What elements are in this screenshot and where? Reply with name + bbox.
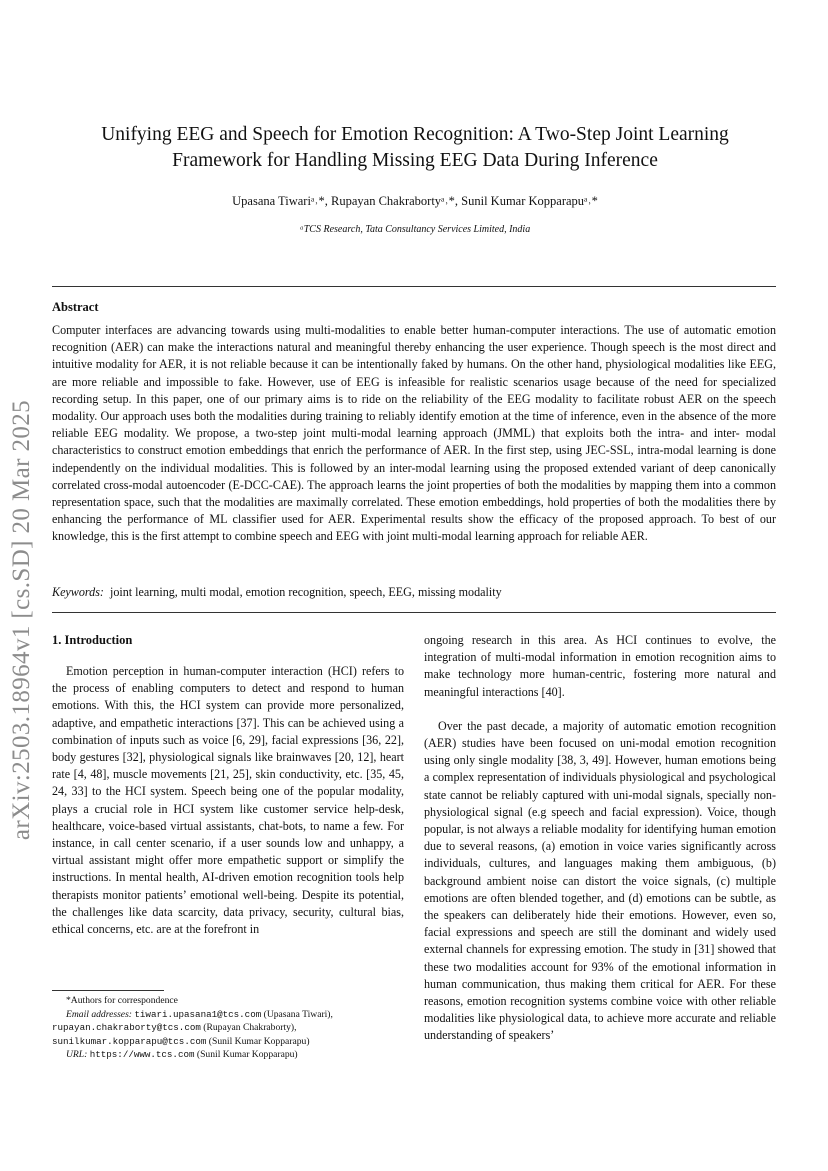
title-line-2: Framework for Handling Missing EEG Data During Inference <box>172 150 658 171</box>
email-link-3[interactable]: sunilkumar.kopparapu@tcs.com <box>52 1035 207 1047</box>
abstract-bottom-divider <box>52 612 776 613</box>
footnote-email-line-1 <box>52 1008 404 1022</box>
footnote-email-line-3 <box>52 1035 404 1049</box>
intro-paragraph-continued: ongoing research in this area. As HCI continues to evolve, the integration of multi-modal information in emotion recognition aims to make technology more human-centric, fostering more natural and meaningful interactions [40]. <box>424 633 776 699</box>
email-link-1[interactable]: tiwari.upasana1@tcs.com <box>134 1008 262 1020</box>
arxiv-stamp-text: arXiv:2503.18964v1 [cs.SD] 20 Mar 2025 <box>8 399 35 841</box>
left-column <box>52 632 404 938</box>
footnote-url-line <box>52 1048 404 1062</box>
intro-paragraph-2: Over the past decade, a majority of automatic emotion recognition (AER) studies have been focused on uni-modal emotion recognition using only single modality [38, 3, 49]. However, human emotions being a complex representation of individuals physiological and psychological state cannot be reliably captured with uni-modal signals, specially non-physiological signal (e.g speech and facial expression). Voice, though popular, is not always a reliable modality for identifying human emotion due to several reasons, (a) emotion in voice varies significantly across individuals, cultures, and languages making them ambiguous, (b) background ambient noise can distort the voice signals, (c) multiple emotions are often blended together, and (d) emotions can be subtle, as the speakers can deliberately hide their emotions. However, even so, facial expressions and speech are still the dominant and widely used external channels for expressing emotion. The study in [31] showed that these two modalities account for 93% of the emotional information in human communication, thus making them critical for AER. For these reasons, emotion recognition systems combine voice with other reliable modalities like physiological data, to achieve more accurate and reliable understanding of speakers’ <box>424 718 776 1043</box>
email-name-3: (Sunil Kumar Kopparapu) <box>208 1035 310 1047</box>
url-label: URL: <box>66 1049 88 1061</box>
footnote-divider <box>52 990 164 991</box>
email-name-2: (Rupayan Chakraborty), <box>203 1022 297 1034</box>
footnote-correspondence: *Authors for correspondence <box>66 995 178 1006</box>
abstract-heading: Abstract <box>52 300 99 314</box>
email-link-2[interactable]: rupayan.chakraborty@tcs.com <box>52 1022 201 1034</box>
arxiv-stamp <box>2 360 42 880</box>
affiliation: ᵃTCS Research, Tata Consultancy Services Limited, India <box>299 224 531 235</box>
abstract-text: Computer interfaces are advancing towards using multi-modalities to enable better human-computer interactions. The use of automatic emotion recognition (AER) can make the interactions natural and meaningful thereby enhancing the user experience. Though speech is the most direct and intuitive modality for AER, it is not reliable because it can be intentionally faked by humans. On the other hand, physiological modalities like EEG, are more reliable and impossible to fake. However, use of EEG is infeasible for realistic scenarios usage because of the need for specialized recording setup. In this paper, one of our primary aims is to ride on the reliability of the EEG modality to facilitate robust AER on the speech modality. Our approach uses both the modalities during training to reliably identify emotion at the time of inference, even in the absence of the more reliable EEG modality. We propose, a two-step joint multi-modal learning approach (JMML) that exploits both the intra- and inter- modal characteristics to construct emotion embeddings that enrich the performance of AER. In the first step, using JEC-SSL, intra-modal learning is done independently on the individual modalities. This is followed by an inter-modal learning using the proposed extended variant of deep canonically correlated cross-modal autoencoder (E-DCC-CAE). The approach learns the joint properties of both the modalities by mapping them into a common representation space, such that the modalities are maximally correlated. These emotion embeddings, hold properties of both the modalities there by enhancing the performance of ML classifier used for AER. Experimental results show the efficacy of the proposed approach. To best of our knowledge, this is the first attempt to combine speech and EEG with joint multi-modal learning approach for reliable AER. <box>52 323 776 544</box>
right-column <box>424 632 776 1045</box>
intro-paragraph-1: Emotion perception in human-computer interaction (HCI) refers to the process of enabling computers to detect and respond to human emotions. With this, the HCI system can provide more personalized, adaptive, and empathetic interactions [37]. This can be achieved using a combination of inputs such as voice [6, 29], facial expressions [36, 22], body gestures [32], physiological signals like brainwaves [20, 12], heart rate [4, 48], muscle movements [21, 25], skin conductivity, etc. [35, 45, 24, 33] to the HCI system. Speech being one of the popular modality, plays a crucial role in HCI system like customer service help-desk, healthcare, voice-based virtual assistants, chat-bots, to name a few. For instance, in call center scenario, if a user sounds low and unhappy, a virtual assistant might offer more empathetic support or simplify the instructions. In mental health, AI-driven emotion recognition tools help therapists monitor patients’ emotional well-being. Despite its potential, the challenges like data scarcity, data privacy, security, cultural bias, ethical concerns, etc. are at the forefront in <box>52 664 404 937</box>
section-heading-introduction: 1. Introduction <box>52 633 133 647</box>
email-name-1: (Upasana Tiwari), <box>263 1008 333 1020</box>
keywords-text: joint learning, multi modal, emotion recognition, speech, EEG, missing modality <box>109 585 502 599</box>
keywords-label: Keywords: <box>52 585 104 599</box>
author-list: Upasana Tiwariᵃ˒*, Rupayan Chakrabortyᵃ˒*, Sunil Kumar Kopparapuᵃ˒* <box>232 194 598 208</box>
email-label: Email addresses: <box>66 1008 132 1020</box>
title-line-1: Unifying EEG and Speech for Emotion Recognition: A Two-Step Joint Learning <box>101 124 729 145</box>
url-name: (Sunil Kumar Kopparapu) <box>196 1049 298 1061</box>
footnote-email-line-2 <box>52 1021 404 1035</box>
footnotes <box>52 994 404 1062</box>
top-divider <box>52 286 776 287</box>
paper-title <box>60 122 770 174</box>
url-link[interactable]: https://www.tcs.com <box>89 1049 195 1061</box>
keywords <box>52 585 776 600</box>
